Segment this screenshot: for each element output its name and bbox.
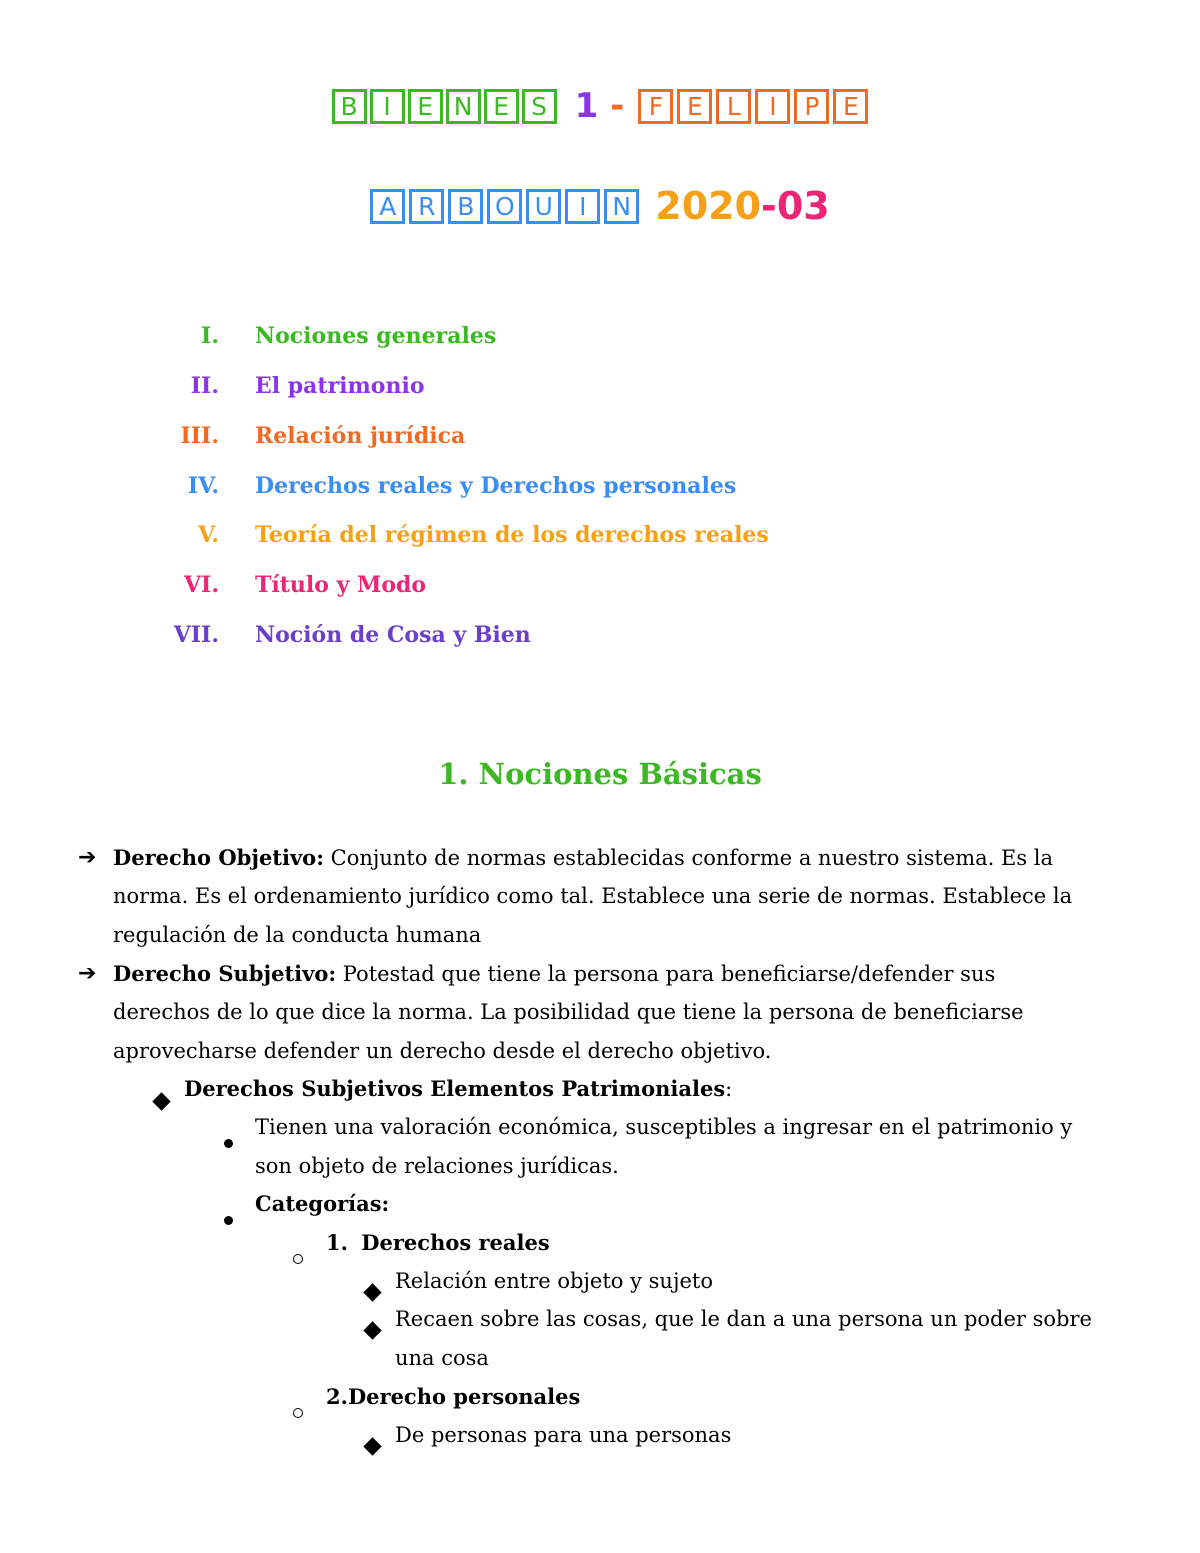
- dot-bullet-icon: [224, 1199, 233, 1238]
- category-label: Derecho personales: [347, 1384, 581, 1409]
- title-letter-box: S: [522, 89, 557, 124]
- toc-number: VII.: [173, 622, 219, 648]
- personales-item-1: De personas para una personas: [395, 1423, 732, 1447]
- toc-label: Derechos reales y Derechos personales: [255, 473, 737, 499]
- objetivo-term: Derecho Objetivo:: [113, 845, 324, 870]
- title-period: 03: [776, 184, 830, 228]
- objetivo-line-3: regulación de la conducta humana: [113, 923, 482, 947]
- subjetivo-line-3: aprovecharse defender un derecho desde el derecho objetivo.: [113, 1039, 772, 1063]
- title-letter-box: B: [332, 89, 367, 124]
- diamond-bullet-icon: [366, 1311, 379, 1350]
- title-number: 1: [574, 86, 599, 126]
- title-letter-box: I: [565, 189, 600, 224]
- toc-item: [0, 318, 1100, 354]
- title-letter-box: N: [604, 189, 639, 224]
- subjetivo-line-2: derechos de lo que dice la norma. La posibilidad que tiene la persona de beneficiarse: [113, 1000, 1024, 1024]
- title-word-arbouin: [370, 189, 639, 224]
- objetivo-line-1: [113, 839, 1053, 878]
- toc-number: II.: [190, 373, 219, 399]
- ring-bullet-icon: [293, 1392, 303, 1431]
- title-letter-box: N: [446, 89, 481, 124]
- category-number: 2.: [326, 1384, 348, 1409]
- reales-item-2-line-2: una cosa: [395, 1346, 489, 1370]
- diamond-bullet-icon: [155, 1082, 168, 1121]
- title-letter-box: U: [526, 189, 561, 224]
- toc-item: [0, 567, 1100, 603]
- title-letter-box: A: [370, 189, 405, 224]
- toc-label: Título y Modo: [255, 572, 427, 598]
- patrimoniales-heading: [184, 1070, 732, 1109]
- categorias-heading: Categorías:: [255, 1191, 390, 1216]
- title-letter-box: F: [638, 89, 673, 124]
- category-derechos-reales: [326, 1224, 550, 1263]
- toc-label: Noción de Cosa y Bien: [255, 622, 531, 648]
- subjetivo-term: Derecho Subjetivo:: [113, 961, 337, 986]
- subjetivo-text: Potestad que tiene la persona para beneficiarse/defender sus: [336, 962, 996, 986]
- title-letter-box: E: [484, 89, 519, 124]
- title-letter-box: B: [448, 189, 483, 224]
- category-derecho-personales: [326, 1378, 580, 1417]
- title-year: 2020: [655, 184, 762, 228]
- toc-label: Nociones generales: [255, 323, 497, 349]
- toc-number: VI.: [183, 572, 219, 598]
- title-letter-box: E: [833, 89, 868, 124]
- objetivo-text: Conjunto de normas establecidas conforme a nuestro sistema. Es la: [323, 846, 1054, 870]
- dot-bullet-icon: [224, 1122, 233, 1161]
- subjetivo-line-1: [113, 955, 995, 994]
- title-dash: -: [610, 86, 625, 126]
- toc-number: I.: [201, 323, 219, 349]
- title-letter-box: E: [677, 89, 712, 124]
- title-letter-box: I: [755, 89, 790, 124]
- toc-label: Relación jurídica: [255, 423, 466, 449]
- diamond-bullet-icon: [366, 1273, 379, 1312]
- title-year-dash: -: [761, 184, 777, 228]
- reales-item-2-line-1: Recaen sobre las cosas, que le dan a una persona un poder sobre: [395, 1307, 1092, 1331]
- toc-number: IV.: [187, 473, 219, 499]
- diamond-bullet-icon: [366, 1427, 379, 1466]
- title-letter-box: O: [487, 189, 522, 224]
- patrimoniales-point-line-2: son objeto de relaciones jurídicas.: [255, 1154, 619, 1178]
- title-letter-box: P: [794, 89, 829, 124]
- title-letter-box: L: [716, 89, 751, 124]
- reales-item-1: Relación entre objeto y sujeto: [395, 1269, 713, 1293]
- patrimoniales-term: Derechos Subjetivos Elementos Patrimoniales: [184, 1076, 726, 1101]
- category-label: Derechos reales: [361, 1230, 550, 1255]
- arrow-bullet-icon: ➔: [78, 961, 97, 986]
- patrimoniales-point-line-1: Tienen una valoración económica, susceptibles a ingresar en el patrimonio y: [255, 1115, 1073, 1139]
- title-letter-box: I: [370, 89, 405, 124]
- title-letter-box: R: [409, 189, 444, 224]
- toc-item: [0, 517, 1100, 553]
- toc-item: [0, 418, 1100, 454]
- title-line-1: [0, 84, 1200, 128]
- title-year-period: [655, 184, 830, 228]
- ring-bullet-icon: [293, 1238, 303, 1277]
- objetivo-line-2: norma. Es el ordenamiento jurídico como tal. Establece una serie de normas. Establece la: [113, 884, 1073, 908]
- patrimoniales-colon: :: [725, 1077, 733, 1101]
- arrow-bullet-icon: ➔: [78, 845, 97, 870]
- toc-number: III.: [180, 423, 219, 449]
- toc-label: El patrimonio: [255, 373, 425, 399]
- title-word-felipe: [638, 89, 868, 124]
- toc-item: [0, 468, 1100, 504]
- section-title: 1. Nociones Básicas: [438, 757, 762, 791]
- category-number: 1.: [326, 1230, 348, 1255]
- title-line-2: [0, 183, 1200, 229]
- toc-item: [0, 617, 1100, 653]
- toc-number: V.: [198, 522, 219, 548]
- toc-label: Teoría del régimen de los derechos reales: [255, 522, 769, 548]
- toc-item: [0, 368, 1100, 404]
- title-word-bienes: [332, 89, 557, 124]
- title-letter-box: E: [408, 89, 443, 124]
